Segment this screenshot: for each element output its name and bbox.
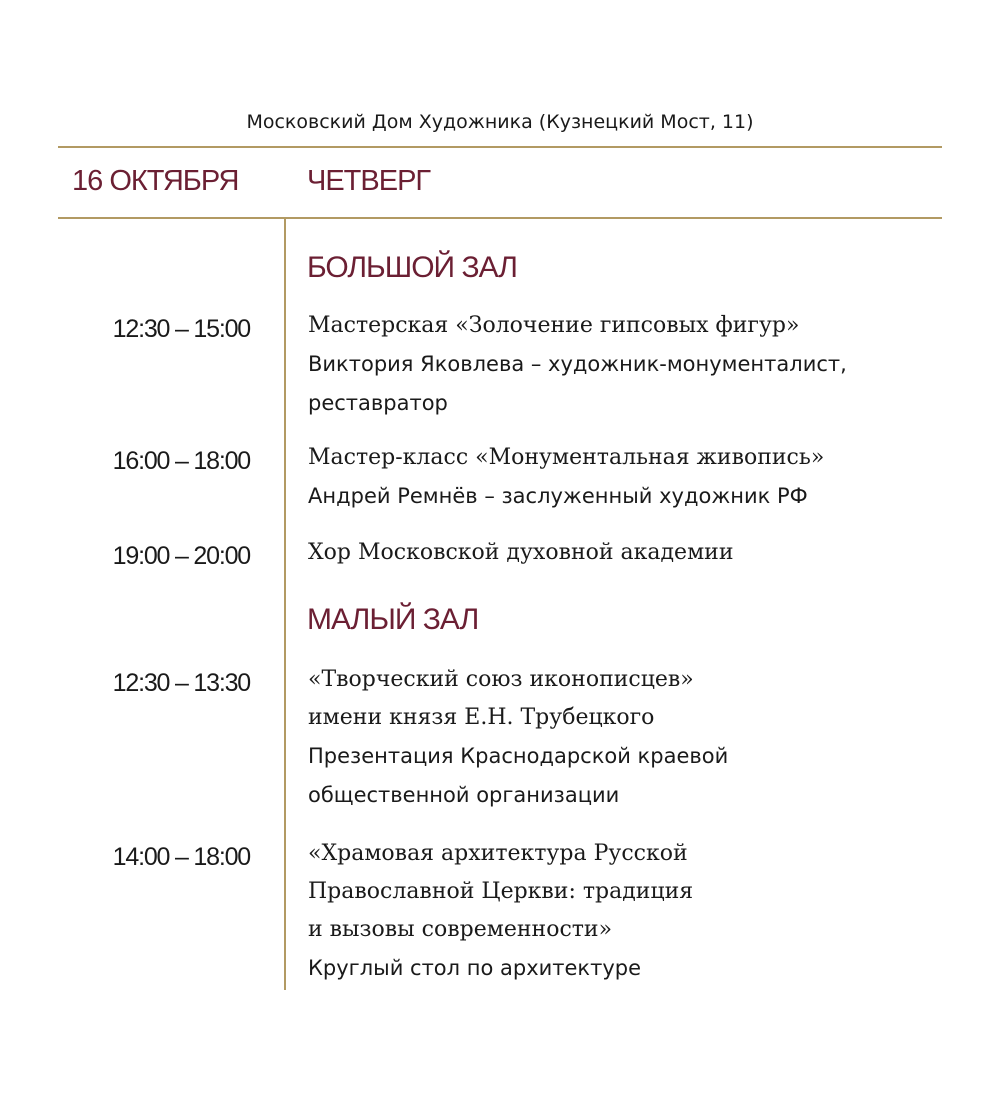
column-divider (284, 219, 286, 990)
event-title-cont: и вызовы современности» (308, 917, 613, 942)
event-time: 14:00 – 18:00 (112, 843, 250, 871)
event-speaker: Виктория Яковлева – художник-монументалист, (308, 352, 847, 376)
header-divider (58, 217, 942, 219)
venue-title: Московский Дом Художника (Кузнецкий Мост, 11) (246, 111, 754, 133)
event-title-cont: имени князя Е.Н. Трубецкого (308, 705, 655, 730)
hall-title-big: БОЛЬШОЙ ЗАЛ (307, 251, 517, 284)
event-weekday: ЧЕТВЕРГ (307, 165, 431, 197)
event-title: «Храмовая архитектура Русской (308, 841, 688, 866)
event-title: Мастерская «Золочение гипсовых фигур» (308, 313, 800, 338)
top-divider (58, 146, 942, 148)
event-time: 19:00 – 20:00 (112, 542, 250, 570)
event-title: «Творческий союз иконописцев» (308, 667, 694, 692)
event-time: 12:30 – 13:30 (112, 669, 250, 697)
event-description: Презентация Краснодарской краевой (308, 744, 729, 768)
event-speaker-cont: реставратор (308, 391, 448, 415)
event-time: 16:00 – 18:00 (112, 447, 250, 475)
event-date: 16 ОКТЯБРЯ (72, 165, 239, 197)
event-title: Хор Московской духовной академии (308, 540, 734, 565)
event-title: Мастер-класс «Монументальная живопись» (308, 445, 825, 470)
event-description: Круглый стол по архитектуре (308, 956, 642, 980)
event-description-cont: общественной организации (308, 783, 620, 807)
event-title-cont: Православной Церкви: традиция (308, 879, 694, 904)
event-time: 12:30 – 15:00 (112, 315, 250, 343)
event-speaker: Андрей Ремнёв – заслуженный художник РФ (308, 484, 808, 508)
hall-title-small: МАЛЫЙ ЗАЛ (307, 603, 479, 636)
